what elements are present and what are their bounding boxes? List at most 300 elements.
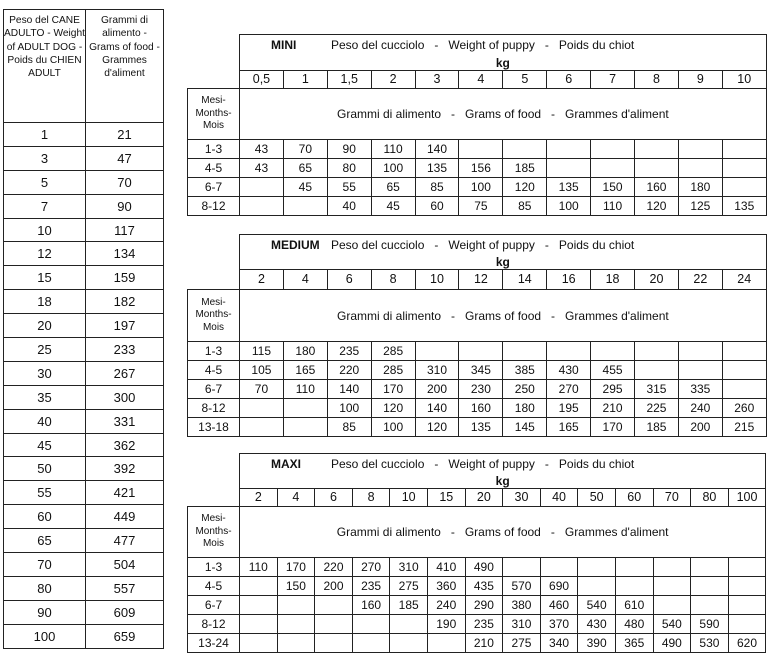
adult-weight-cell: 5 bbox=[4, 170, 86, 194]
grams-cell: 125 bbox=[678, 197, 722, 216]
grams-cell bbox=[678, 140, 722, 159]
grams-cell: 530 bbox=[691, 634, 729, 653]
puppy-weight-cell: 6 bbox=[315, 489, 353, 507]
grams-cell: 235 bbox=[352, 577, 390, 596]
grams-cell: 270 bbox=[352, 558, 390, 577]
grams-cell bbox=[653, 558, 691, 577]
table-row bbox=[188, 418, 767, 437]
table-row bbox=[188, 159, 767, 178]
grams-cell: 200 bbox=[678, 418, 722, 437]
adult-grams-cell: 117 bbox=[86, 218, 164, 242]
months-cell: 8-12 bbox=[188, 615, 240, 634]
grams-cell: 260 bbox=[722, 399, 766, 418]
grams-cell: 165 bbox=[283, 361, 327, 380]
grams-cell: 295 bbox=[591, 380, 635, 399]
grams-header: Grammi di alimento - Grams of food - Grammes d'aliment bbox=[240, 290, 767, 342]
puppy-weight-cell: 18 bbox=[591, 270, 635, 290]
grams-cell: 570 bbox=[503, 577, 541, 596]
grams-cell: 100 bbox=[327, 399, 371, 418]
grams-cell: 190 bbox=[427, 615, 465, 634]
puppy-weight-label: Peso del cucciolo - Weight of puppy - Poids du chiot bbox=[331, 237, 635, 252]
adult-weight-cell: 90 bbox=[4, 600, 86, 624]
adult-row bbox=[4, 242, 164, 266]
puppy-weight-cell: 15 bbox=[427, 489, 465, 507]
grams-cell bbox=[653, 577, 691, 596]
months-cell: 1-3 bbox=[188, 342, 240, 361]
grams-cell: 140 bbox=[415, 140, 459, 159]
adult-grams-cell: 90 bbox=[86, 194, 164, 218]
grams-cell: 490 bbox=[465, 558, 503, 577]
grams-cell: 160 bbox=[459, 399, 503, 418]
months-cell: 1-3 bbox=[188, 558, 240, 577]
grams-cell: 110 bbox=[283, 380, 327, 399]
mini-puppy-table bbox=[187, 34, 767, 216]
table-row bbox=[188, 399, 767, 418]
grams-cell bbox=[547, 342, 591, 361]
months-cell: 6-7 bbox=[188, 380, 240, 399]
months-cell: 4-5 bbox=[188, 159, 240, 178]
puppy-weight-cell: 14 bbox=[503, 270, 547, 290]
grams-cell: 75 bbox=[459, 197, 503, 216]
months-cell: 13-24 bbox=[188, 634, 240, 653]
puppy-weight-cell: 22 bbox=[678, 270, 722, 290]
grams-cell bbox=[722, 159, 766, 178]
grams-cell bbox=[503, 140, 547, 159]
grams-cell: 85 bbox=[327, 418, 371, 437]
grams-cell: 140 bbox=[327, 380, 371, 399]
grams-cell: 156 bbox=[459, 159, 503, 178]
adult-weight-cell: 80 bbox=[4, 576, 86, 600]
table-corner bbox=[188, 489, 240, 507]
grams-cell bbox=[635, 361, 679, 380]
grams-cell bbox=[728, 615, 766, 634]
grams-cell: 150 bbox=[591, 178, 635, 197]
adult-grams-cell: 70 bbox=[86, 170, 164, 194]
months-cell: 4-5 bbox=[188, 361, 240, 380]
grams-cell bbox=[722, 178, 766, 197]
adult-row bbox=[4, 409, 164, 433]
grams-cell: 540 bbox=[653, 615, 691, 634]
puppy-weight-cell: 2 bbox=[371, 71, 415, 89]
grams-cell: 120 bbox=[635, 197, 679, 216]
adult-grams-cell: 362 bbox=[86, 433, 164, 457]
table-row bbox=[188, 577, 766, 596]
grams-cell: 110 bbox=[591, 197, 635, 216]
table-corner bbox=[188, 55, 240, 71]
grams-cell: 43 bbox=[240, 159, 284, 178]
grams-cell: 90 bbox=[327, 140, 371, 159]
adult-grams-cell: 159 bbox=[86, 266, 164, 290]
adult-grams-cell: 182 bbox=[86, 290, 164, 314]
months-cell: 6-7 bbox=[188, 178, 240, 197]
adult-grams-cell: 449 bbox=[86, 505, 164, 529]
grams-cell bbox=[728, 558, 766, 577]
grams-cell: 145 bbox=[503, 418, 547, 437]
puppy-weight-cell: 7 bbox=[591, 71, 635, 89]
grams-cell: 100 bbox=[371, 418, 415, 437]
adult-weight-cell: 25 bbox=[4, 338, 86, 362]
grams-cell: 180 bbox=[283, 342, 327, 361]
grams-cell bbox=[591, 159, 635, 178]
grams-cell: 85 bbox=[503, 197, 547, 216]
puppy-weight-cell: 10 bbox=[722, 71, 766, 89]
adult-row bbox=[4, 481, 164, 505]
table-corner bbox=[188, 473, 240, 489]
grams-cell: 490 bbox=[653, 634, 691, 653]
maxi-puppy-table bbox=[187, 453, 766, 653]
grams-cell: 620 bbox=[728, 634, 766, 653]
grams-cell: 140 bbox=[415, 399, 459, 418]
puppy-weight-cell: 50 bbox=[578, 489, 616, 507]
grams-cell bbox=[277, 634, 315, 653]
grams-cell: 105 bbox=[240, 361, 284, 380]
adult-row bbox=[4, 194, 164, 218]
adult-grams-cell: 233 bbox=[86, 338, 164, 362]
puppy-weight-cell: 4 bbox=[277, 489, 315, 507]
adult-row bbox=[4, 600, 164, 624]
puppy-weight-cell: 2 bbox=[240, 489, 278, 507]
grams-cell: 455 bbox=[591, 361, 635, 380]
grams-cell: 185 bbox=[635, 418, 679, 437]
grams-cell: 170 bbox=[277, 558, 315, 577]
grams-cell: 180 bbox=[503, 399, 547, 418]
months-header: Mesi- Months- Mois bbox=[188, 290, 240, 342]
grams-cell: 135 bbox=[722, 197, 766, 216]
grams-cell: 225 bbox=[635, 399, 679, 418]
adult-weight-cell: 7 bbox=[4, 194, 86, 218]
grams-cell bbox=[653, 596, 691, 615]
puppy-weight-cell: 20 bbox=[465, 489, 503, 507]
adult-grams-cell: 300 bbox=[86, 385, 164, 409]
months-cell: 8-12 bbox=[188, 197, 240, 216]
table-row bbox=[188, 634, 766, 653]
puppy-size-name: MAXI bbox=[271, 456, 301, 471]
grams-cell: 360 bbox=[427, 577, 465, 596]
grams-cell: 310 bbox=[390, 558, 428, 577]
grams-cell: 120 bbox=[371, 399, 415, 418]
grams-header: Grammi di alimento - Grams of food - Grammes d'aliment bbox=[240, 507, 766, 558]
adult-row bbox=[4, 290, 164, 314]
grams-cell bbox=[503, 558, 541, 577]
grams-cell bbox=[427, 634, 465, 653]
puppy-size-name: MINI bbox=[271, 38, 297, 52]
kg-unit-label: kg bbox=[240, 55, 767, 71]
table-row bbox=[188, 596, 766, 615]
months-cell: 6-7 bbox=[188, 596, 240, 615]
adult-grams-cell: 659 bbox=[86, 624, 164, 648]
adult-grams-cell: 21 bbox=[86, 123, 164, 147]
adult-row bbox=[4, 529, 164, 553]
table-row bbox=[188, 178, 767, 197]
adult-row bbox=[4, 361, 164, 385]
grams-cell: 380 bbox=[503, 596, 541, 615]
grams-cell: 275 bbox=[390, 577, 428, 596]
puppy-weight-cell: 5 bbox=[503, 71, 547, 89]
grams-cell: 230 bbox=[459, 380, 503, 399]
grams-cell: 85 bbox=[415, 178, 459, 197]
grams-cell: 220 bbox=[327, 361, 371, 380]
grams-cell: 70 bbox=[240, 380, 284, 399]
grams-cell bbox=[691, 577, 729, 596]
puppy-weight-cell: 60 bbox=[615, 489, 653, 507]
adult-row bbox=[4, 385, 164, 409]
grams-cell bbox=[315, 634, 353, 653]
adult-weight-cell: 35 bbox=[4, 385, 86, 409]
grams-cell bbox=[547, 140, 591, 159]
grams-cell: 200 bbox=[315, 577, 353, 596]
grams-cell bbox=[722, 361, 766, 380]
table-row bbox=[188, 197, 767, 216]
grams-cell: 65 bbox=[371, 178, 415, 197]
grams-cell bbox=[547, 159, 591, 178]
grams-cell bbox=[390, 615, 428, 634]
adult-row bbox=[4, 553, 164, 577]
months-cell: 4-5 bbox=[188, 577, 240, 596]
grams-cell: 165 bbox=[547, 418, 591, 437]
grams-cell bbox=[240, 178, 284, 197]
grams-cell: 200 bbox=[415, 380, 459, 399]
grams-cell: 45 bbox=[371, 197, 415, 216]
grams-cell: 170 bbox=[371, 380, 415, 399]
grams-cell: 370 bbox=[540, 615, 578, 634]
puppy-weight-label: Peso del cucciolo - Weight of puppy - Poids du chiot bbox=[331, 38, 635, 52]
grams-cell: 435 bbox=[465, 577, 503, 596]
grams-cell: 150 bbox=[277, 577, 315, 596]
adult-row bbox=[4, 624, 164, 648]
puppy-weight-cell: 4 bbox=[459, 71, 503, 89]
grams-cell: 40 bbox=[327, 197, 371, 216]
table-row bbox=[188, 342, 767, 361]
grams-cell: 285 bbox=[371, 361, 415, 380]
puppy-weight-cell: 40 bbox=[540, 489, 578, 507]
months-cell: 1-3 bbox=[188, 140, 240, 159]
adult-weight-cell: 50 bbox=[4, 457, 86, 481]
grams-cell: 65 bbox=[283, 159, 327, 178]
grams-cell bbox=[540, 558, 578, 577]
adult-row bbox=[4, 266, 164, 290]
grams-cell: 270 bbox=[547, 380, 591, 399]
grams-cell bbox=[691, 558, 729, 577]
adult-grams-cell: 557 bbox=[86, 576, 164, 600]
grams-cell: 385 bbox=[503, 361, 547, 380]
grams-cell: 430 bbox=[547, 361, 591, 380]
puppy-weight-cell: 4 bbox=[283, 270, 327, 290]
adult-row bbox=[4, 314, 164, 338]
puppy-size-name: MEDIUM bbox=[271, 237, 320, 252]
grams-cell bbox=[283, 197, 327, 216]
grams-cell: 285 bbox=[371, 342, 415, 361]
grams-cell: 540 bbox=[578, 596, 616, 615]
puppy-weight-cell: 0,5 bbox=[240, 71, 284, 89]
grams-cell: 185 bbox=[503, 159, 547, 178]
medium-puppy-table bbox=[187, 234, 767, 437]
grams-cell: 210 bbox=[465, 634, 503, 653]
grams-cell bbox=[352, 615, 390, 634]
grams-cell: 160 bbox=[635, 178, 679, 197]
grams-cell: 100 bbox=[371, 159, 415, 178]
grams-cell bbox=[277, 615, 315, 634]
grams-cell: 235 bbox=[327, 342, 371, 361]
adult-weight-cell: 100 bbox=[4, 624, 86, 648]
puppy-weight-cell: 9 bbox=[678, 71, 722, 89]
grams-cell: 220 bbox=[315, 558, 353, 577]
adult-row bbox=[4, 576, 164, 600]
adult-weight-cell: 15 bbox=[4, 266, 86, 290]
grams-cell: 120 bbox=[503, 178, 547, 197]
table-corner bbox=[188, 254, 240, 270]
table-corner bbox=[188, 270, 240, 290]
puppy-weight-cell: 8 bbox=[635, 71, 679, 89]
grams-cell bbox=[459, 140, 503, 159]
grams-cell bbox=[728, 577, 766, 596]
adult-grams-header: Grammi di alimento - Grams of food - Grammes d'aliment bbox=[86, 10, 164, 123]
puppy-weight-cell: 6 bbox=[327, 270, 371, 290]
table-corner bbox=[188, 454, 240, 474]
grams-cell bbox=[240, 596, 278, 615]
grams-cell bbox=[722, 140, 766, 159]
grams-cell: 60 bbox=[415, 197, 459, 216]
grams-cell: 590 bbox=[691, 615, 729, 634]
adult-row bbox=[4, 146, 164, 170]
grams-cell bbox=[635, 140, 679, 159]
grams-cell bbox=[283, 418, 327, 437]
adult-weight-cell: 1 bbox=[4, 123, 86, 147]
puppy-weight-cell: 80 bbox=[691, 489, 729, 507]
grams-cell: 120 bbox=[415, 418, 459, 437]
grams-cell bbox=[240, 418, 284, 437]
months-cell: 8-12 bbox=[188, 399, 240, 418]
grams-cell: 235 bbox=[465, 615, 503, 634]
months-header: Mesi- Months- Mois bbox=[188, 89, 240, 140]
adult-weight-cell: 65 bbox=[4, 529, 86, 553]
puppy-weight-cell: 12 bbox=[459, 270, 503, 290]
months-cell: 13-18 bbox=[188, 418, 240, 437]
puppy-weight-cell: 20 bbox=[635, 270, 679, 290]
adult-weight-cell: 10 bbox=[4, 218, 86, 242]
grams-cell bbox=[678, 342, 722, 361]
adult-row bbox=[4, 170, 164, 194]
grams-cell: 135 bbox=[459, 418, 503, 437]
grams-cell: 100 bbox=[459, 178, 503, 197]
kg-unit-label: kg bbox=[240, 254, 767, 270]
grams-cell: 410 bbox=[427, 558, 465, 577]
grams-cell: 70 bbox=[283, 140, 327, 159]
adult-row bbox=[4, 218, 164, 242]
grams-cell bbox=[240, 615, 278, 634]
grams-cell: 690 bbox=[540, 577, 578, 596]
grams-cell: 240 bbox=[678, 399, 722, 418]
grams-cell bbox=[315, 596, 353, 615]
grams-cell bbox=[722, 380, 766, 399]
adult-weight-cell: 30 bbox=[4, 361, 86, 385]
grams-cell bbox=[578, 577, 616, 596]
adult-grams-cell: 609 bbox=[86, 600, 164, 624]
grams-cell: 345 bbox=[459, 361, 503, 380]
adult-grams-cell: 267 bbox=[86, 361, 164, 385]
adult-row bbox=[4, 505, 164, 529]
adult-weight-cell: 55 bbox=[4, 481, 86, 505]
adult-grams-cell: 392 bbox=[86, 457, 164, 481]
grams-cell: 45 bbox=[283, 178, 327, 197]
puppy-weight-cell: 16 bbox=[547, 270, 591, 290]
grams-cell bbox=[283, 399, 327, 418]
puppy-weight-cell: 8 bbox=[352, 489, 390, 507]
grams-cell: 340 bbox=[540, 634, 578, 653]
grams-cell bbox=[352, 634, 390, 653]
puppy-weight-cell: 70 bbox=[653, 489, 691, 507]
adult-grams-cell: 421 bbox=[86, 481, 164, 505]
table-corner bbox=[188, 71, 240, 89]
grams-cell bbox=[635, 342, 679, 361]
grams-cell bbox=[415, 342, 459, 361]
adult-grams-cell: 331 bbox=[86, 409, 164, 433]
grams-cell bbox=[591, 342, 635, 361]
adult-row bbox=[4, 338, 164, 362]
grams-cell bbox=[728, 596, 766, 615]
grams-cell: 290 bbox=[465, 596, 503, 615]
kg-unit-label: kg bbox=[240, 473, 766, 489]
table-row bbox=[188, 558, 766, 577]
grams-cell bbox=[615, 558, 653, 577]
puppy-weight-cell: 6 bbox=[547, 71, 591, 89]
grams-cell bbox=[678, 159, 722, 178]
puppy-weight-cell: 2 bbox=[240, 270, 284, 290]
grams-cell: 250 bbox=[503, 380, 547, 399]
grams-cell bbox=[240, 634, 278, 653]
puppy-weight-label: Peso del cucciolo - Weight of puppy - Poids du chiot bbox=[331, 456, 635, 471]
adult-row bbox=[4, 123, 164, 147]
grams-cell bbox=[615, 577, 653, 596]
grams-cell: 180 bbox=[678, 178, 722, 197]
grams-cell: 480 bbox=[615, 615, 653, 634]
grams-cell bbox=[691, 596, 729, 615]
adult-weight-cell: 40 bbox=[4, 409, 86, 433]
grams-cell: 80 bbox=[327, 159, 371, 178]
grams-cell: 365 bbox=[615, 634, 653, 653]
grams-cell bbox=[459, 342, 503, 361]
adult-grams-cell: 47 bbox=[86, 146, 164, 170]
grams-cell: 390 bbox=[578, 634, 616, 653]
grams-cell: 43 bbox=[240, 140, 284, 159]
adult-grams-cell: 197 bbox=[86, 314, 164, 338]
puppy-weight-cell: 1 bbox=[283, 71, 327, 89]
grams-cell: 430 bbox=[578, 615, 616, 634]
adult-grams-cell: 477 bbox=[86, 529, 164, 553]
adult-weight-header: Peso del CANE ADULTO - Weight of ADULT DOG - Poids du CHIEN ADULT bbox=[4, 10, 86, 123]
puppy-table-title bbox=[240, 235, 767, 255]
puppy-table-title bbox=[240, 454, 766, 474]
puppy-table-title bbox=[240, 35, 767, 56]
grams-cell: 160 bbox=[352, 596, 390, 615]
table-corner bbox=[188, 235, 240, 255]
grams-cell: 460 bbox=[540, 596, 578, 615]
grams-cell bbox=[277, 596, 315, 615]
adult-dog-table bbox=[3, 9, 164, 649]
puppy-weight-cell: 30 bbox=[503, 489, 541, 507]
adult-weight-cell: 70 bbox=[4, 553, 86, 577]
adult-weight-cell: 20 bbox=[4, 314, 86, 338]
grams-cell bbox=[503, 342, 547, 361]
grams-cell: 310 bbox=[415, 361, 459, 380]
grams-cell: 315 bbox=[635, 380, 679, 399]
grams-cell: 135 bbox=[415, 159, 459, 178]
grams-cell: 110 bbox=[371, 140, 415, 159]
table-corner bbox=[188, 35, 240, 56]
grams-cell: 135 bbox=[547, 178, 591, 197]
grams-cell: 115 bbox=[240, 342, 284, 361]
adult-weight-cell: 60 bbox=[4, 505, 86, 529]
grams-cell bbox=[722, 342, 766, 361]
